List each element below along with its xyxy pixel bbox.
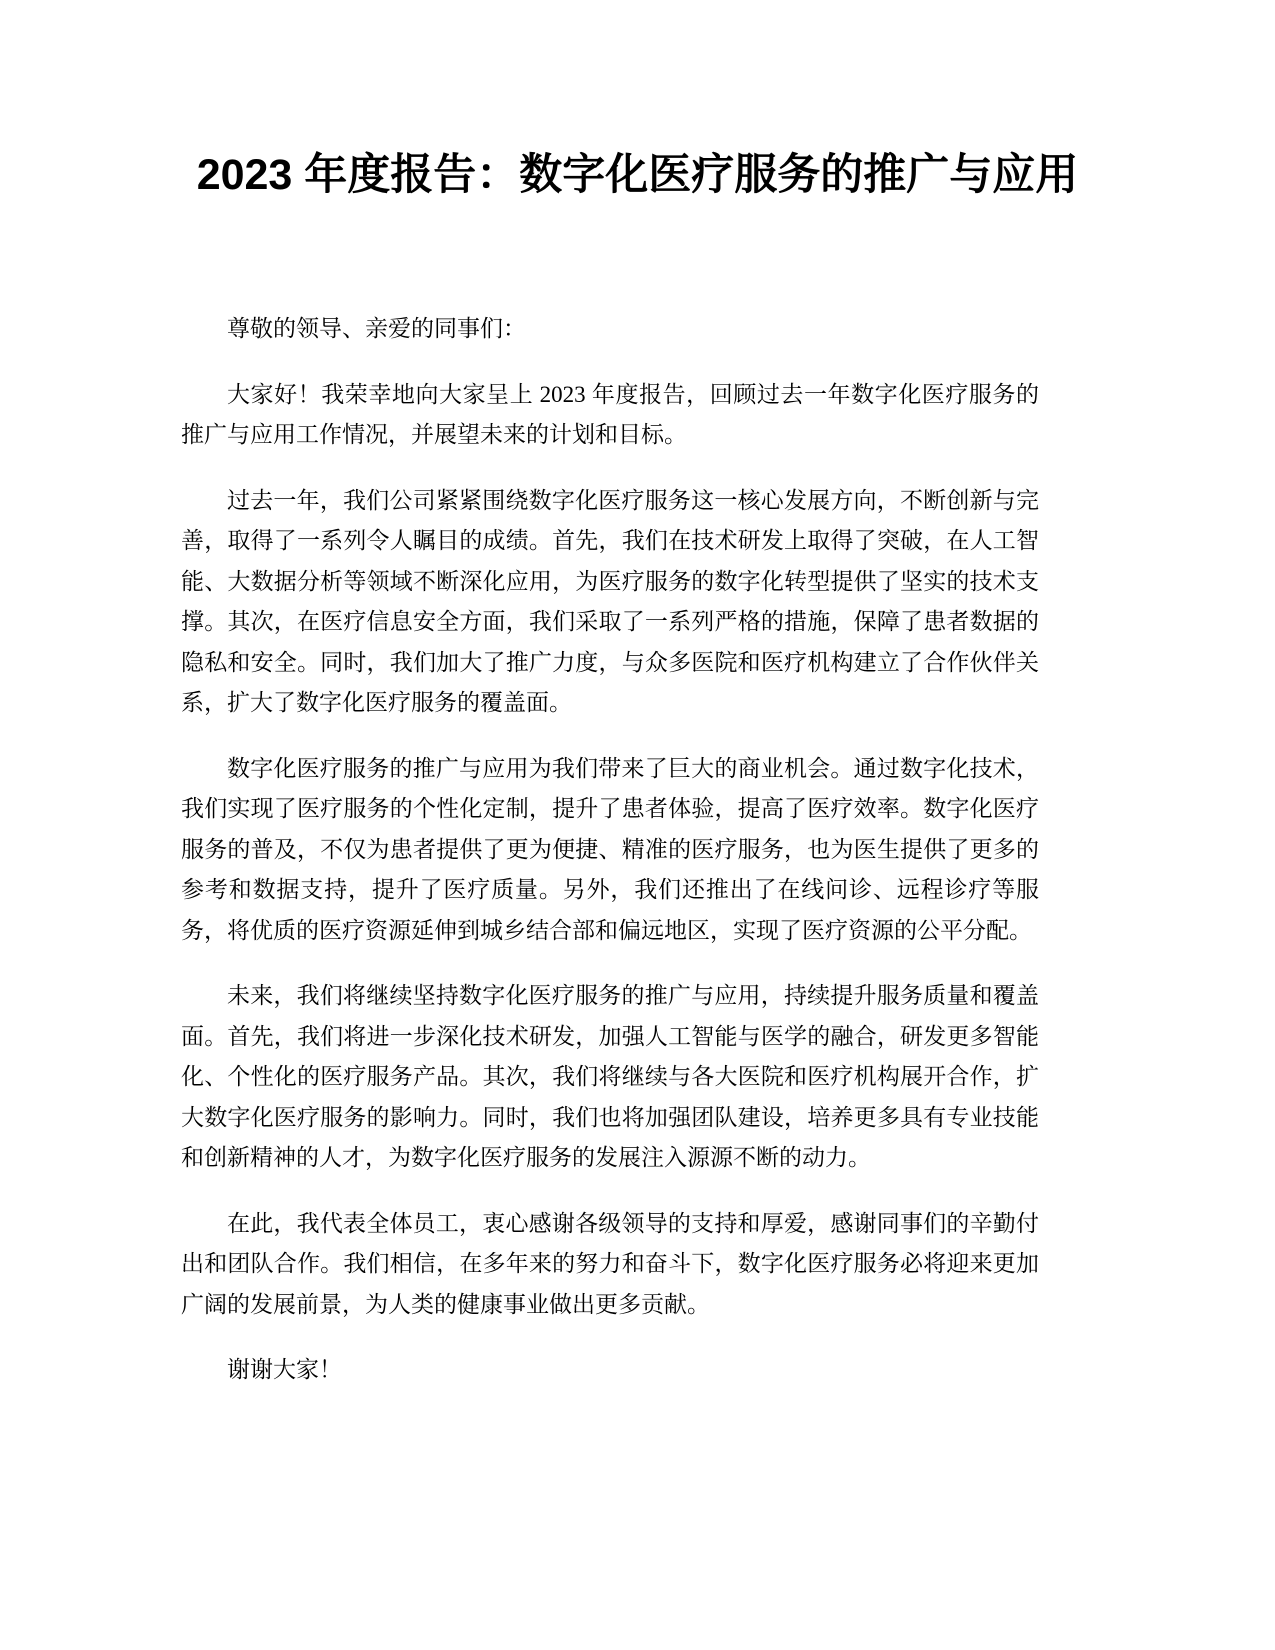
- intro-paragraph: 大家好！我荣幸地向大家呈上 2023 年度报告，回顾过去一年数字化医疗服务的推广与应用工作情况，并展望未来的计划和目标。: [181, 381, 1039, 447]
- greeting-paragraph: 尊敬的领导、亲爱的同事们：: [227, 316, 526, 341]
- closing-paragraph: 谢谢大家！: [227, 1357, 342, 1382]
- document-body: [181, 309, 1039, 1416]
- opportunities-paragraph: 数字化医疗服务的推广与应用为我们带来了巨大的商业机会。通过数字化技术，我们实现了医疗服务的个性化定制，提升了患者体验，提高了医疗效率。数字化医疗服务的普及，不仅为患者提供了更为便捷、精准的医疗服务，也为医生提供了更多的参考和数据支持，提升了医疗质量。另外，我们还推出了在线问诊、远程诊疗等服务，将优质的医疗资源延伸到城乡结合部和偏远地区，实现了医疗资源的公平分配。: [181, 755, 1039, 943]
- achievements-paragraph: 过去一年，我们公司紧紧围绕数字化医疗服务这一核心发展方向，不断创新与完善，取得了一系列令人瞩目的成绩。首先，我们在技术研发上取得了突破，在人工智能、大数据分析等领域不断深化应用，为医疗服务的数字化转型提供了坚实的技术支撑。其次，在医疗信息安全方面，我们采取了一系列严格的措施，保障了患者数据的隐私和安全。同时，我们加大了推广力度，与众多医院和医疗机构建立了合作伙伴关系，扩大了数字化医疗服务的覆盖面。: [181, 487, 1039, 715]
- future-plans-paragraph: 未来，我们将继续坚持数字化医疗服务的推广与应用，持续提升服务质量和覆盖面。首先，我们将进一步深化技术研发，加强人工智能与医学的融合，研发更多智能化、个性化的医疗服务产品。其次，我们将继续与各大医院和医疗机构展开合作，扩大数字化医疗服务的影响力。同时，我们也将加强团队建设，培养更多具有专业技能和创新精神的人才，为数字化医疗服务的发展注入源源不断的动力。: [181, 983, 1039, 1170]
- document-title: 2023 年度报告：数字化医疗服务的推广与应用: [196, 151, 1079, 199]
- thanks-paragraph: 在此，我代表全体员工，衷心感谢各级领导的支持和厚爱，感谢同事们的辛勤付出和团队合作。我们相信，在多年来的努力和奋斗下，数字化医疗服务必将迎来更加广阔的发展前景，为人类的健康事业做出更多贡献。: [181, 1210, 1039, 1317]
